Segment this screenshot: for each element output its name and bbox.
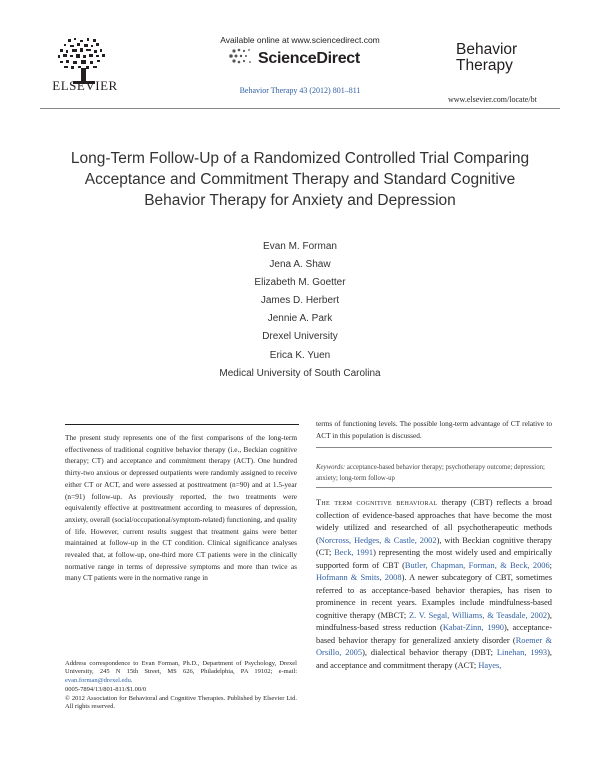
author-name: Elizabeth M. Goetter [254, 277, 346, 288]
citation-link[interactable]: Beck, 1991 [334, 548, 374, 557]
intro-text: ), mindfulness-based stress reduction ( [316, 610, 552, 632]
intro-text: therapy (CBT) reflects a broad collection of evidence-based approaches that have become the most widely utilized and researched of all psychotherapeutic methods ( [316, 498, 552, 545]
abstract-divider [65, 424, 299, 425]
second-author-block [150, 347, 450, 383]
footnote-issn: 0005-7894/13/801-811/$1.00/0 [65, 685, 147, 693]
author-name: Evan M. Forman [263, 241, 337, 252]
intro-lead: The term cognitive behavioral [316, 498, 438, 507]
intro-text: ) representing the most widely used and empirically supported form of CBT ( [316, 548, 553, 570]
email-link[interactable]: evan.forman@drexel.edu [65, 676, 131, 684]
citation-link[interactable]: Hofmann & Smits, 2008 [316, 573, 402, 582]
platform-name: ScienceDirect [258, 50, 360, 67]
author-name: Jennie A. Park [267, 313, 333, 324]
abstract-text: The present study represents one of the first comparisons of the long-term effectiveness of traditional cognitive behavior therapy (i.e., Beckian cognitive therapy; CT) and acceptance and commitment therapy (ACT). One hundred thirty-two anxious or depressed outpatients were randomly assigned to receive either CT or ACT, and were assessed at posttreatment (n=90) and at 1.5-year (n=91) follow-up. As previously reported, the two treatments were equivalently effective at posttreatment according to measures of depression, anxiety, overall (social/occupational/symptom-related) functioning, and quality of life. However, current results suggest that treatment gains were better maintained at follow-up in the CT condition. Clinical significance analyses revealed that, at follow-up, one-third more CT patients were in the clinically normative range in terms of depressive symptoms and more than twice as many CT patients were in the normative range in [65, 433, 297, 583]
citation-link[interactable]: Butler, Chapman, Forman, & Beck, 2006 [404, 560, 550, 570]
abstract-end-divider [316, 447, 552, 448]
introduction-paragraph [316, 497, 552, 672]
citation-link[interactable]: Roemer & Orsillo, 2005 [316, 635, 552, 657]
keywords-text: acceptance-based behavior therapy; psychotherapy outcome; depression; anxiety; long-term follow-up [316, 464, 545, 482]
keywords [316, 462, 552, 484]
journal-url[interactable]: www.elsevier.com/locate/bt [448, 95, 537, 104]
sciencedirect-dots-icon [226, 47, 256, 67]
citation-link[interactable]: Kabat-Zinn, 1990 [442, 623, 504, 632]
correspondence-footnote [65, 660, 297, 713]
available-online-note: Available online at www.sciencedirect.com [220, 35, 380, 45]
footnote-address-text: Address correspondence to Evan Forman, Ph.D., Department of Psychology, Drexel University, 245 N 15th Street, MS 626, Philadelphia, PA 19102; e-mail: [65, 660, 297, 676]
citation-link[interactable]: Hayes, [478, 660, 502, 670]
header-divider [40, 108, 560, 109]
keywords-label: Keywords: [316, 464, 346, 471]
intro-text: ). A newer subcategory of CBT, sometimes referred to as acceptance-based behavior therapies, has risen to prominence in recent years. Examples include mindfulness-based cognitive therapy (MBCT; [316, 573, 552, 620]
journal-logo-line1: Behavior [456, 41, 518, 58]
journal-citation-link[interactable]: Behavior Therapy 43 (2012) 801–811 [239, 86, 361, 95]
intro-text: ), and acceptance and commitment therapy (ACT; [316, 648, 553, 670]
intro-text: ), with Beckian cognitive therapy (CT; [316, 535, 552, 557]
author-name: James D. Herbert [260, 295, 340, 306]
affiliation: Medical University of South Carolina [219, 368, 381, 379]
intro-text: ), acceptance-based behavior therapy for generalized anxiety disorder ( [316, 623, 553, 645]
footnote-copyright: © 2012 Association for Behavioral and Cognitive Therapies. Published by Elsevier Ltd. All rights reserved. [65, 695, 297, 711]
footnote-address-end: . [130, 676, 133, 684]
affiliation: Drexel University [262, 331, 338, 342]
journal-logo [456, 42, 517, 74]
author-name: Erica K. Yuen [269, 350, 331, 361]
author-name: Jena A. Shaw [269, 259, 331, 270]
footnote-address [65, 660, 297, 685]
article-title: Long-Term Follow-Up of a Randomized Controlled Trial Comparing Acceptance and Commitment Therapy and Standard Cognitive Behavior Therapy for Anxiety and Depression [70, 150, 530, 209]
intro-text: ), dialectical behavior therapy (DBT; [362, 648, 497, 657]
intro-text: ; [549, 560, 552, 570]
citation-link[interactable]: Z. V. Segal, Williams, & Teasdale, 2002 [408, 610, 548, 620]
citation-link[interactable]: Linehan, 1993 [496, 648, 548, 657]
publisher-logo-text: ELSEVIER [52, 78, 118, 93]
citation-link[interactable]: Norcross, Hedges, & Castle, 2002 [318, 535, 437, 545]
author-list [200, 238, 400, 346]
keywords-divider [316, 487, 552, 488]
journal-logo-line2: Therapy [456, 57, 513, 74]
abstract-continuation: terms of functioning levels. The possible long-term advantage of CT relative to ACT in this population is discussed. [316, 419, 552, 440]
